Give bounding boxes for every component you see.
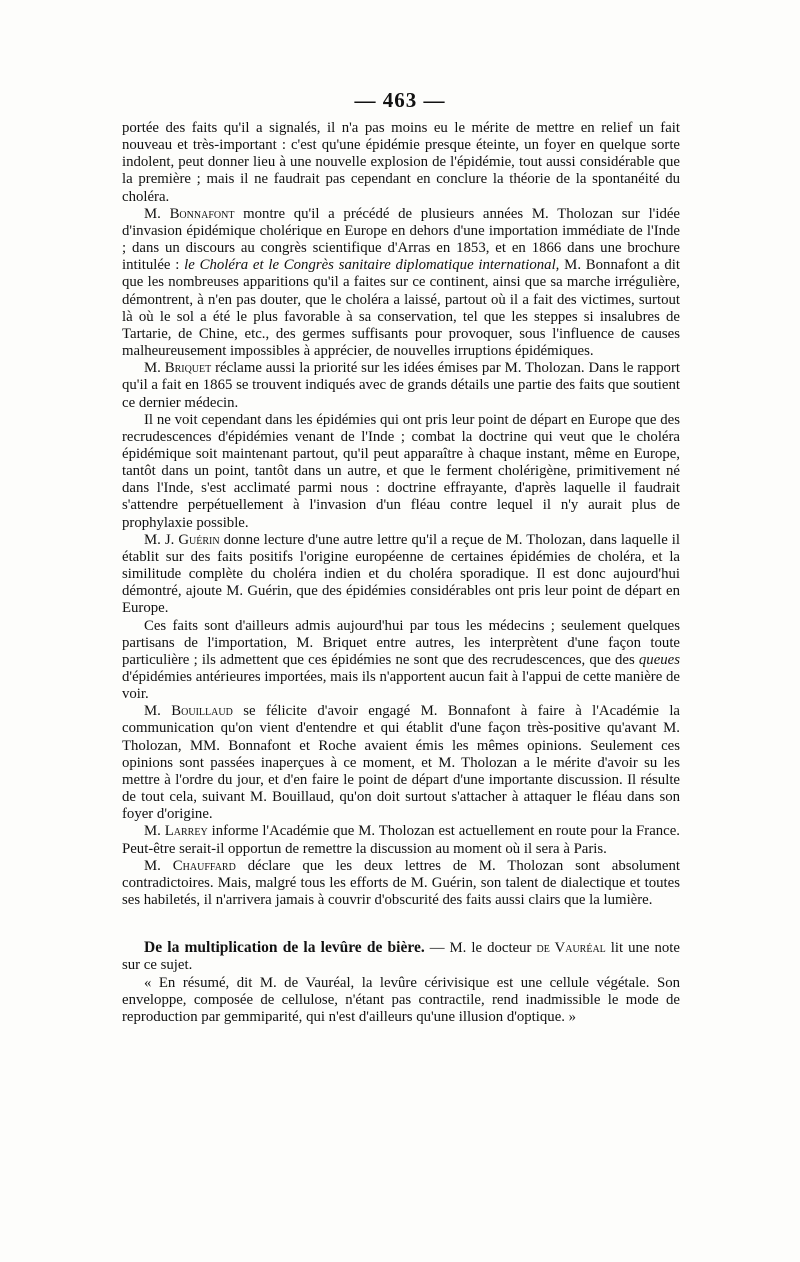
page-number: — 463 — xyxy=(354,88,446,112)
speaker-prefix: M. xyxy=(144,360,165,377)
speaker-name: Guérin xyxy=(178,531,220,548)
paragraph-bouillaud xyxy=(122,703,680,823)
paragraph-text: informe l'Académie que M. Tholozan est actuellement en route pour la France. Peut-être serait-il opportun de remettre la discussion au moment où il sera à Paris. xyxy=(122,823,680,857)
paragraph-faits xyxy=(122,618,680,704)
paragraph-bonnafont xyxy=(122,206,680,360)
paragraph-text: montre qu'il a précédé de plusieurs années M. Tholozan sur l'idée d'invasion épidémique cholérique en Europe en dehors d'une importation immédiate de l'Inde ; dans un discours au congrès scientifique d'Arras en 1853, et en 1866 dans une brochure intitulée : xyxy=(122,205,680,274)
speaker-name: Briquet xyxy=(164,360,212,377)
section-gap xyxy=(122,909,680,939)
speaker-name: Larrey xyxy=(164,823,208,840)
paragraph-text: déclare que les deux lettres de M. Tholozan sont absolument contradictoires. Mais, malgré tous les efforts de M. Guérin, son talent de dialectique et toutes ses habiletés, il n'arrivera jamais à couvrir d'obscurité des faits aussi clairs que la lumière. xyxy=(122,857,680,909)
section-intro xyxy=(122,939,680,974)
paragraph-text: réclame aussi la priorité sur les idées émises par M. Tholozan. Dans le rapport qu'il a fait en 1865 se trouvent indiqués avec de grands détails une partie des faits que soutient ce dernier médecin. xyxy=(122,360,680,411)
quote-paragraph: « En résumé, dit M. de Vauréal, la levûre cérivisique est une cellule végétale. Son enveloppe, composée de cellulose, n'étant pas contractile, rend inadmissible le mode de reproduction par gemmiparité, qui n'est d'ailleurs qu'une illusion d'optique. » xyxy=(122,974,680,1025)
speaker-name: de Vauréal xyxy=(536,940,606,957)
speaker-prefix: M. xyxy=(144,823,165,840)
speaker-prefix: M. J. xyxy=(144,531,179,548)
paragraph-guerin xyxy=(122,532,680,618)
speaker-name: Bonnafont xyxy=(169,205,235,222)
paragraph-text: lit une note sur ce sujet. xyxy=(122,940,680,974)
paragraph-text: — M. le docteur xyxy=(424,940,537,957)
speaker-prefix: M. xyxy=(144,205,170,222)
paragraph-briquet-continued: Il ne voit cependant dans les épidémies qui ont pris leur point de départ en Europe que des recrudescences d'épidémies venant de l'Inde ; combat la doctrine qui veut que le choléra épidémique soit maintenant partout, qu'il peut apparaître à chaque instant, même en Europe, tantôt dans un point, tantôt dans un autre, et que le ferment cholérigène, primitivement né dans l'Inde, s'est acclimaté parmi nous : doctrine effrayante, d'après laquelle il faudrait s'attendre perpétuellement à l'invasion d'un fléau contre lequel il n'y aurait plus de prophylaxie possible. xyxy=(122,411,680,531)
paragraph-text: se félicite d'avoir engagé M. Bonnafont à faire à l'Académie la communication qu'on vient d'entendre et qui établit d'une façon très-positive qu'avant M. Tholozan, MM. Bonnafont et Roche avaient émis les mêmes opinions. Seulement ces opinions sont passées inaperçues à ce moment, et M. Tholozan a le mérite d'avoir su les mettre à l'ordre du jour, et d'en faire le point de départ d'une importante discussion. Il résulte de tout cela, suivant M. Bouillaud, qu'on doit surtout s'attacher à attaquer le fléau dans son foyer d'origine. xyxy=(122,703,680,823)
page-body xyxy=(122,120,680,1026)
paragraph-text: Ces faits sont d'ailleurs admis aujourd'hui par tous les médecins ; seulement quelques partisans de l'importation, M. Briquet entre autres, les interprètent d'une façon toute particulière ; ils admettent que ces épidémies ne sont que des recrudescences, que des xyxy=(122,617,680,668)
brochure-title: le Choléra et le Congrès sanitaire diplomatique international, xyxy=(184,257,560,274)
speaker-name: Bouillaud xyxy=(171,703,233,720)
paragraph-continuation: portée des faits qu'il a signalés, il n'a pas moins eu le mérite de mettre en relief un fait nouveau et très-important : c'est qu'une épidémie presque éteinte, un foyer en quelque sorte indolent, peut donner lieu à une nouvelle explosion de l'épidémie, tout aussi considérable que la première ; mais il ne faudrait pas cependant en conclure la théorie de la spontanéité du choléra. xyxy=(122,120,680,205)
paragraph-briquet xyxy=(122,360,680,411)
section-heading: De la multiplication de la levûre de bière. xyxy=(144,939,425,957)
paragraph-text: d'épidémies antérieures importées, mais ils n'apportent aucun fait à l'appui de cette manière de voir. xyxy=(122,669,680,703)
paragraph-text: M. Bonnafont a dit que les nombreuses apparitions qu'il a faites sur ce continent, ainsi que sa marche irrégulière, démontrent, à n'en pas douter, que le choléra a laissé, partout où il a fait des victimes, surtout là où le sol a été le plus favorable à sa conservation, tel que les steppes si insalubres de Tartarie, de Chine, etc., des germes suffisants pour provoquer, sous l'influence de causes malheureusement impossibles à apprécier, de nouvelles irruptions épidémiques. xyxy=(122,257,680,360)
speaker-prefix: M. xyxy=(144,703,172,720)
paragraph-larrey xyxy=(122,823,680,857)
paragraph-chauffard xyxy=(122,858,680,909)
paragraph-text: donne lecture d'une autre lettre qu'il a reçue de M. Tholozan, dans laquelle il établit sur des faits positifs l'origine européenne de certaines épidémies de choléra, et la similitude complète du choléra indien et du choléra sporadique. Il est donc aujourd'hui démontré, ajoute M. Guérin, que des épidémies considérables ont pris leur point de départ en Europe. xyxy=(122,531,680,617)
italic-word: queues xyxy=(638,651,680,668)
speaker-prefix: M. xyxy=(144,857,173,874)
speaker-name: Chauffard xyxy=(172,857,236,874)
